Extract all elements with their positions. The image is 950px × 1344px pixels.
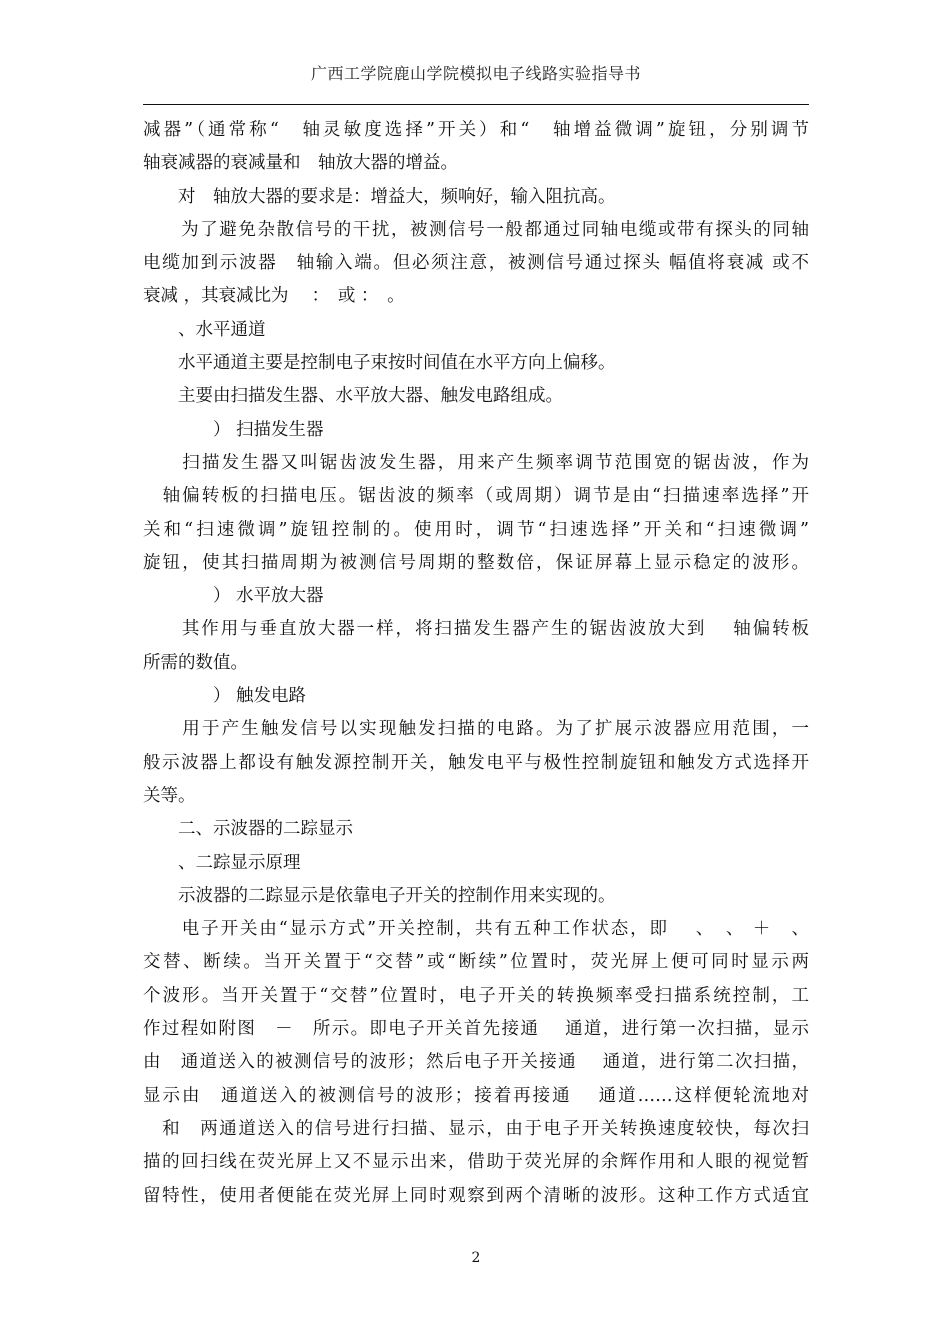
text-line: 个波形。当开关置于“交替”位置时，电子开关的转换频率受扫描系统控制，工 xyxy=(143,985,809,1006)
text-line: 由 通道送入的被测信号的波形；然后电子开关接通 通道，进行第二次扫描， xyxy=(143,1052,809,1073)
text-line: 对 轴放大器的要求是：增益大，频响好，输入阻抗高。 xyxy=(143,186,616,207)
text-line: 显示由 通道送入的被测信号的波形；接着再接通 通道……这样便轮流地对 xyxy=(143,1085,809,1106)
text-line: 关和“扫速微调”旋钮控制的。使用时，调节“扫速选择”开关和“扫速微调” xyxy=(143,519,809,540)
text-line: 描的回扫线在荧光屏上又不显示出来，借助于荧光屏的余辉作用和人眼的视觉暂 xyxy=(143,1152,809,1173)
text-line: 其作用与垂直放大器一样，将扫描发生器产生的锯齿波放大到 轴偏转板 xyxy=(143,619,809,640)
text-line: 电缆加到示波器 轴输入端。但必须注意，被测信号通过探头 幅值将衰减 或不 xyxy=(143,253,809,274)
text-line: 水平通道主要是控制电子束按时间值在水平方向上偏移。 xyxy=(143,353,616,374)
text-line: 为了避免杂散信号的干扰，被测信号一般都通过同轴电缆或带有探头的同轴 xyxy=(143,219,809,240)
text-line: 主要由扫描发生器、水平放大器、触发电路组成。 xyxy=(143,386,563,407)
text-line: 衰减 ，其衰减比为 ： 或 ： 。 xyxy=(143,286,405,307)
text-line: 减器”（通常称“ 轴灵敏度选择”开关）和“ 轴增益微调”旋钮，分别调节 xyxy=(143,120,809,140)
text-line: 轴衰减器的衰减量和 轴放大器的增益。 xyxy=(143,153,458,174)
text-line: 关等。 xyxy=(143,785,196,806)
text-line: 、水平通道 xyxy=(143,319,266,340)
text-line: 示波器的二踪显示是依靠电子开关的控制作用来实现的。 xyxy=(143,885,616,906)
text-line: 般示波器上都设有触发源控制开关，触发电平与极性控制旋钮和触发方式选择开 xyxy=(143,752,809,773)
text-line: ） 触发电路 xyxy=(143,686,307,707)
page-number: 2 xyxy=(471,1250,481,1266)
text-line: 留特性，使用者便能在荧光屏上同时观察到两个清晰的波形。这种工作方式适宜 xyxy=(143,1185,809,1206)
text-line: 、二踪显示原理 xyxy=(143,852,301,873)
text-line: 用于产生触发信号以实现触发扫描的电路。为了扩展示波器应用范围，一 xyxy=(143,719,809,740)
text-line: 电子开关由“显示方式”开关控制，共有五种工作状态，即 、 、 ＋ 、 xyxy=(143,919,809,940)
text-line: 和 两通道送入的信号进行扫描、显示，由于电子开关转换速度较快，每次扫 xyxy=(143,1118,809,1139)
text-line: 交替、断续。当开关置于“交替”或“断续”位置时，荧光屏上便可同时显示两 xyxy=(143,952,809,973)
body-text xyxy=(143,114,809,1213)
text-line: 作过程如附图 － 所示。即电子开关首先接通 通道，进行第一次扫描，显示 xyxy=(143,1019,809,1040)
text-line: 所需的数值。 xyxy=(143,652,248,673)
header-rule xyxy=(143,104,809,105)
text-line: 轴偏转板的扫描电压。锯齿波的频率（或周期）调节是由“扫描速率选择”开 xyxy=(143,486,809,507)
text-line: 扫描发生器又叫锯齿波发生器，用来产生频率调节范围宽的锯齿波，作为 xyxy=(143,452,809,473)
text-line: ） 扫描发生器 xyxy=(143,419,324,440)
text-line: ） 水平放大器 xyxy=(143,586,324,607)
page-header-title: 广西工学院鹿山学院模拟电子线路实验指导书 xyxy=(310,64,641,83)
text-line: 旋钮，使其扫描周期为被测信号周期的整数倍，保证屏幕上显示稳定的波形。 xyxy=(143,552,809,573)
text-line: 二、示波器的二踪显示 xyxy=(143,819,353,840)
